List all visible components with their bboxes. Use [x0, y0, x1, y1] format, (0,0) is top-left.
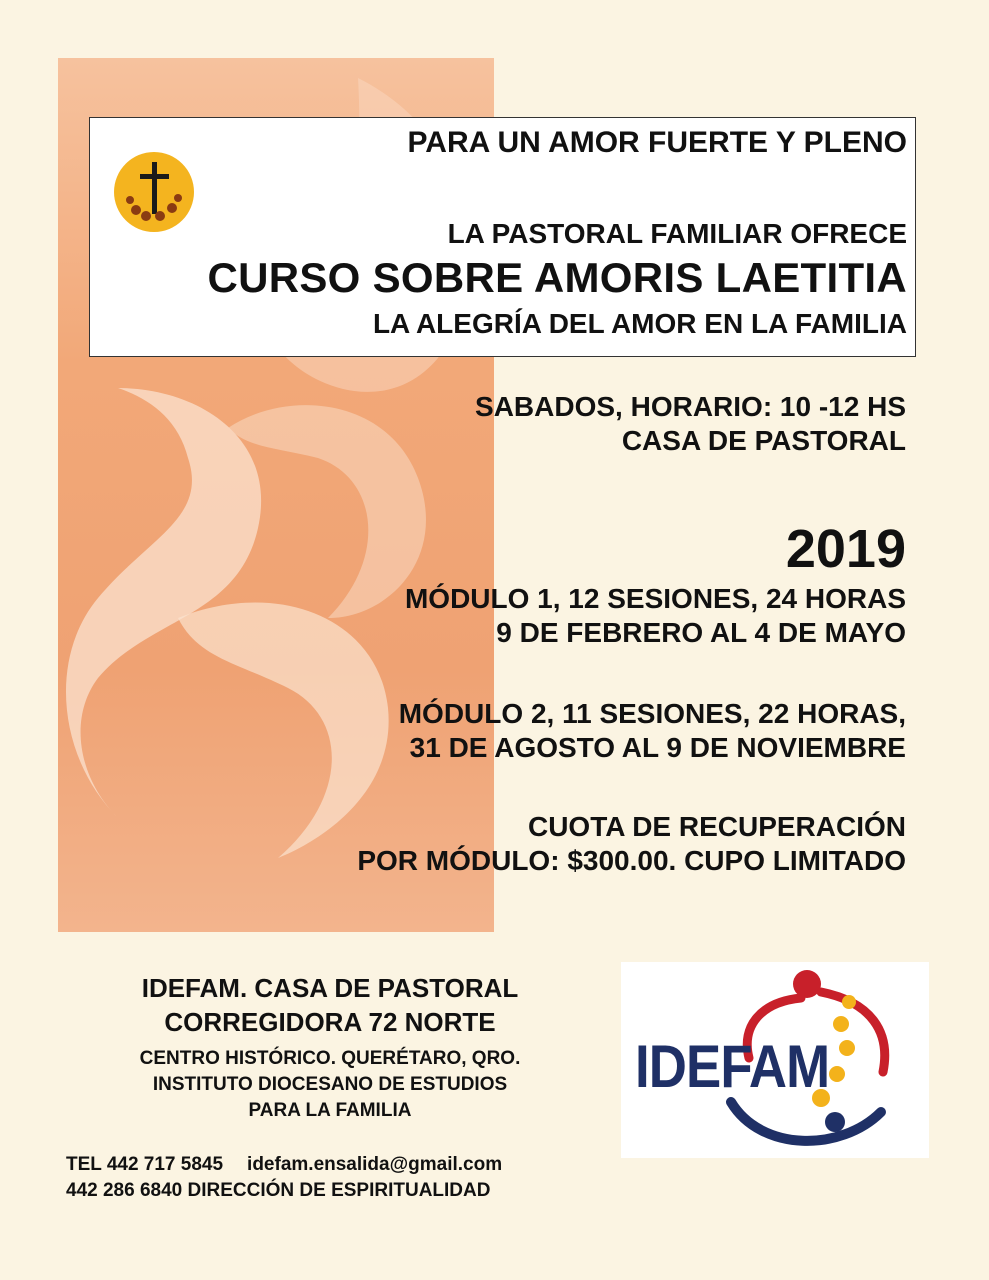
address-line-2: CORREGIDORA 72 NORTE	[164, 1006, 496, 1037]
address-line-1: IDEFAM. CASA DE PASTORAL	[141, 973, 519, 1003]
address-main	[60, 972, 600, 1040]
address-line-4: INSTITUTO DIOCESANO DE ESTUDIOS	[152, 1074, 508, 1096]
modulo-2-sessions: MÓDULO 2, 11 SESIONES, 22 HORAS,	[398, 698, 906, 729]
course-title: CURSO SOBRE AMORIS LAETITIA	[207, 254, 907, 301]
phone-spirituality: 442 286 6840 DIRECCIÓN DE ESPIRITUALIDAD	[66, 1180, 491, 1202]
cuota	[206, 810, 906, 877]
address-details	[60, 1046, 600, 1125]
address-line-5: PARA LA FAMILIA	[248, 1100, 412, 1122]
cuota-price: POR MÓDULO: $300.00. CUPO LIMITADO	[357, 844, 906, 876]
modulo-1	[206, 582, 906, 649]
phone-number: TEL 442 717 5845	[66, 1154, 224, 1175]
header-offer: LA PASTORAL FAMILIAR OFRECE	[447, 218, 907, 249]
schedule-place: CASA DE PASTORAL	[621, 424, 906, 456]
email-link[interactable]: idefam.ensalida@gmail.com	[247, 1154, 503, 1175]
codifajulavi-logo	[104, 144, 200, 240]
contact	[66, 1152, 502, 1204]
cuota-label: CUOTA DE RECUPERACIÓN	[527, 811, 906, 842]
address-line-3: CENTRO HISTÓRICO. QUERÉTARO, QRO.	[139, 1048, 521, 1069]
header-box	[89, 117, 916, 357]
modulo-2	[206, 697, 906, 764]
header-tagline: PARA UN AMOR FUERTE Y PLENO	[407, 126, 907, 159]
modulo-1-dates: 9 DE FEBRERO AL 4 DE MAYO	[496, 616, 906, 648]
modulo-1-sessions: MÓDULO 1, 12 SESIONES, 24 HORAS	[404, 583, 906, 614]
year: 2019	[785, 519, 906, 579]
course-subtitle: LA ALEGRÍA DEL AMOR EN LA FAMILIA	[372, 308, 907, 339]
idefam-wordmark: IDEFAM	[635, 1033, 830, 1100]
modulo-2-dates: 31 DE AGOSTO AL 9 DE NOVIEMBRE	[409, 731, 906, 763]
schedule-time: SABADOS, HORARIO: 10 -12 HS	[475, 391, 906, 422]
idefam-logo	[621, 962, 929, 1158]
schedule	[206, 390, 906, 457]
